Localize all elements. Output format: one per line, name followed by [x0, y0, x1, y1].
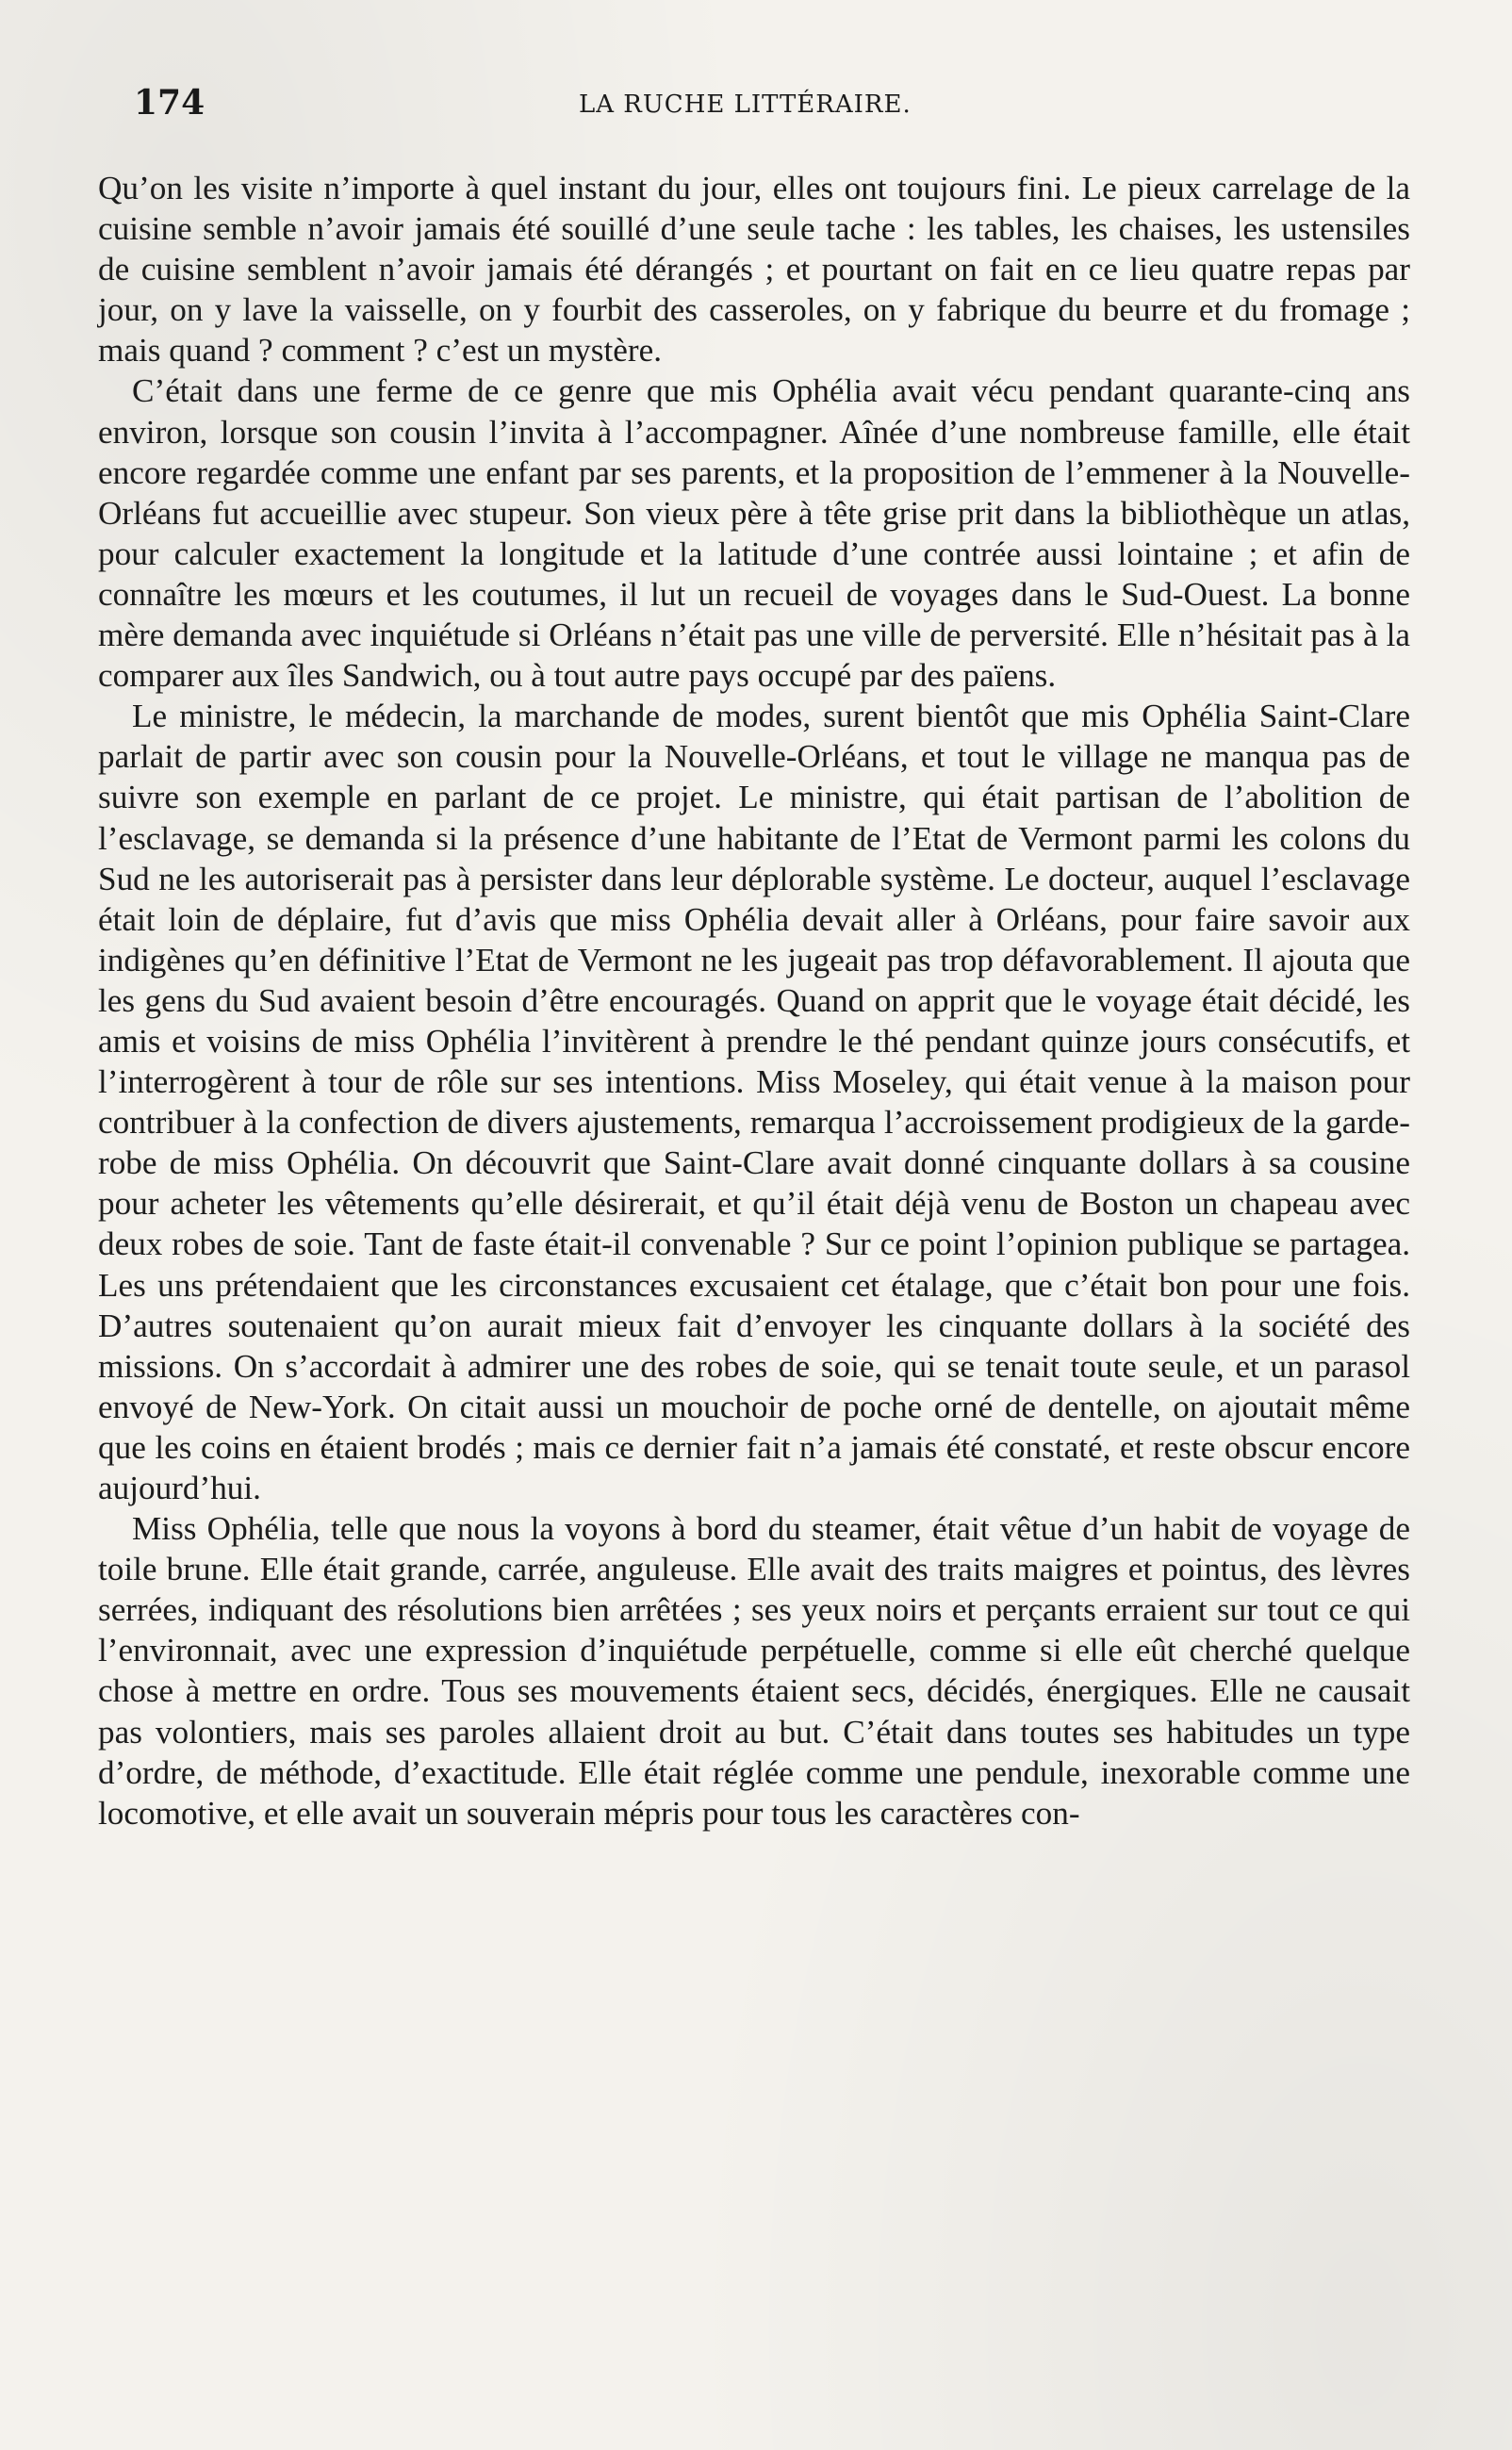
paragraph-4: Miss Ophélia, telle que nous la voyons à bord du steamer, était vêtue d’un habit de voyage de toile brune. Elle était grande, carrée, anguleuse. Elle avait des traits maigres et pointus, des lèvres serrées, indiquant des résolutions bien arrêtées ; ses yeux noirs et perçants erraient sur tout ce qui l’environnait, avec une expression d’inquiétude perpétuelle, comme si elle eût cherché quelque chose à mettre en ordre. Tous ses mouvements étaient secs, décidés, énergiques. Elle ne causait pas volontiers, mais ses paroles allaient droit au but. C’était dans toutes ses habitudes un type d’ordre, de méthode, d’exactitude. Elle était réglée comme une pendule, inexorable comme une locomotive, et elle avait un souverain mépris pour tous les caractères con-: [98, 1510, 1410, 1832]
page-header: [134, 83, 1416, 130]
running-title: LA RUCHE LITTÉRAIRE.: [579, 90, 912, 119]
page-number: 174: [134, 83, 205, 123]
body-text: [98, 168, 1410, 1833]
paragraph-2: C’était dans une ferme de ce genre que mis Ophélia avait vécu pendant quarante-cinq ans environ, lorsque son cousin l’invita à l’accompagner. Aînée d’une nombreuse famille, elle était encore regardée comme une enfant par ses parents, et la proposition de l’emmener à la Nouvelle-Orléans fut accueillie avec stupeur. Son vieux père à tête grise prit dans la bibliothèque un atlas, pour calculer exactement la longitude et la latitude d’une contrée aussi lointaine ; et afin de connaître les mœurs et les coutumes, il lut un recueil de voyages dans le Sud-Ouest. La bonne mère demanda avec inquiétude si Orléans n’était pas une ville de perversité. Elle n’hésitait pas à la comparer aux îles Sandwich, ou à tout autre pays occupé par des païens.: [98, 372, 1410, 695]
paragraph-1: Qu’on les visite n’importe à quel instant du jour, elles ont toujours fini. Le pieux carrelage de la cuisine semble n’avoir jamais été souillé d’une seule tache : les tables, les chaises, les ustensiles de cuisine semblent n’avoir jamais été dérangés ; et pourtant on fait en ce lieu quatre repas par jour, on y lave la vaisselle, on y fourbit des casseroles, on y fabrique du beurre et du fromage ; mais quand ? comment ? c’est un mystère.: [98, 170, 1410, 370]
paragraph-3: Le ministre, le médecin, la marchande de modes, surent bientôt que mis Ophélia Saint-Clare parlait de partir avec son cousin pour la Nouvelle-Orléans, et tout le village ne manqua pas de suivre son exemple en parlant de ce projet. Le ministre, qui était partisan de l’abolition de l’esclavage, se demanda si la présence d’une habitante de l’Etat de Vermont parmi les colons du Sud ne les autoriserait pas à persister dans leur déplorable système. Le docteur, auquel l’esclavage était loin de déplaire, fut d’avis que miss Ophélia devait aller à Orléans, pour faire savoir aux indigènes qu’en définitive l’Etat de Vermont ne les jugeait pas trop défavorablement. Il ajouta que les gens du Sud avaient besoin d’être encouragés. Quand on apprit que le voyage était décidé, les amis et voisins de miss Ophélia l’invitèrent à prendre le thé pendant quinze jours consécutifs, et l’interrogèrent à tour de rôle sur ses intentions. Miss Moseley, qui était venue à la maison pour contribuer à la confection de divers ajustements, remarqua l’accroissement prodigieux de la garde-robe de miss Ophélia. On découvrit que Saint-Clare avait donné cinquante dollars à sa cousine pour acheter les vêtements qu’elle désirerait, et qu’il était déjà venu de Boston un chapeau avec deux robes de soie. Tant de faste était-il convenable ? Sur ce point l’opinion publique se partagea. Les uns prétendaient que les circonstances excusaient cet étalage, que c’était bon pour une fois. D’autres soutenaient qu’on aurait mieux fait d’envoyer les cinquante dollars à la société des missions. On s’accordait à admirer une des robes de soie, qui se tenait toute seule, et un parasol envoyé de New-York. On citait aussi un mouchoir de poche orné de dentelle, on ajoutait même que les coins en étaient brodés ; mais ce dernier fait n’a jamais été constaté, et reste obscur encore aujourd’hui.: [98, 698, 1410, 1506]
